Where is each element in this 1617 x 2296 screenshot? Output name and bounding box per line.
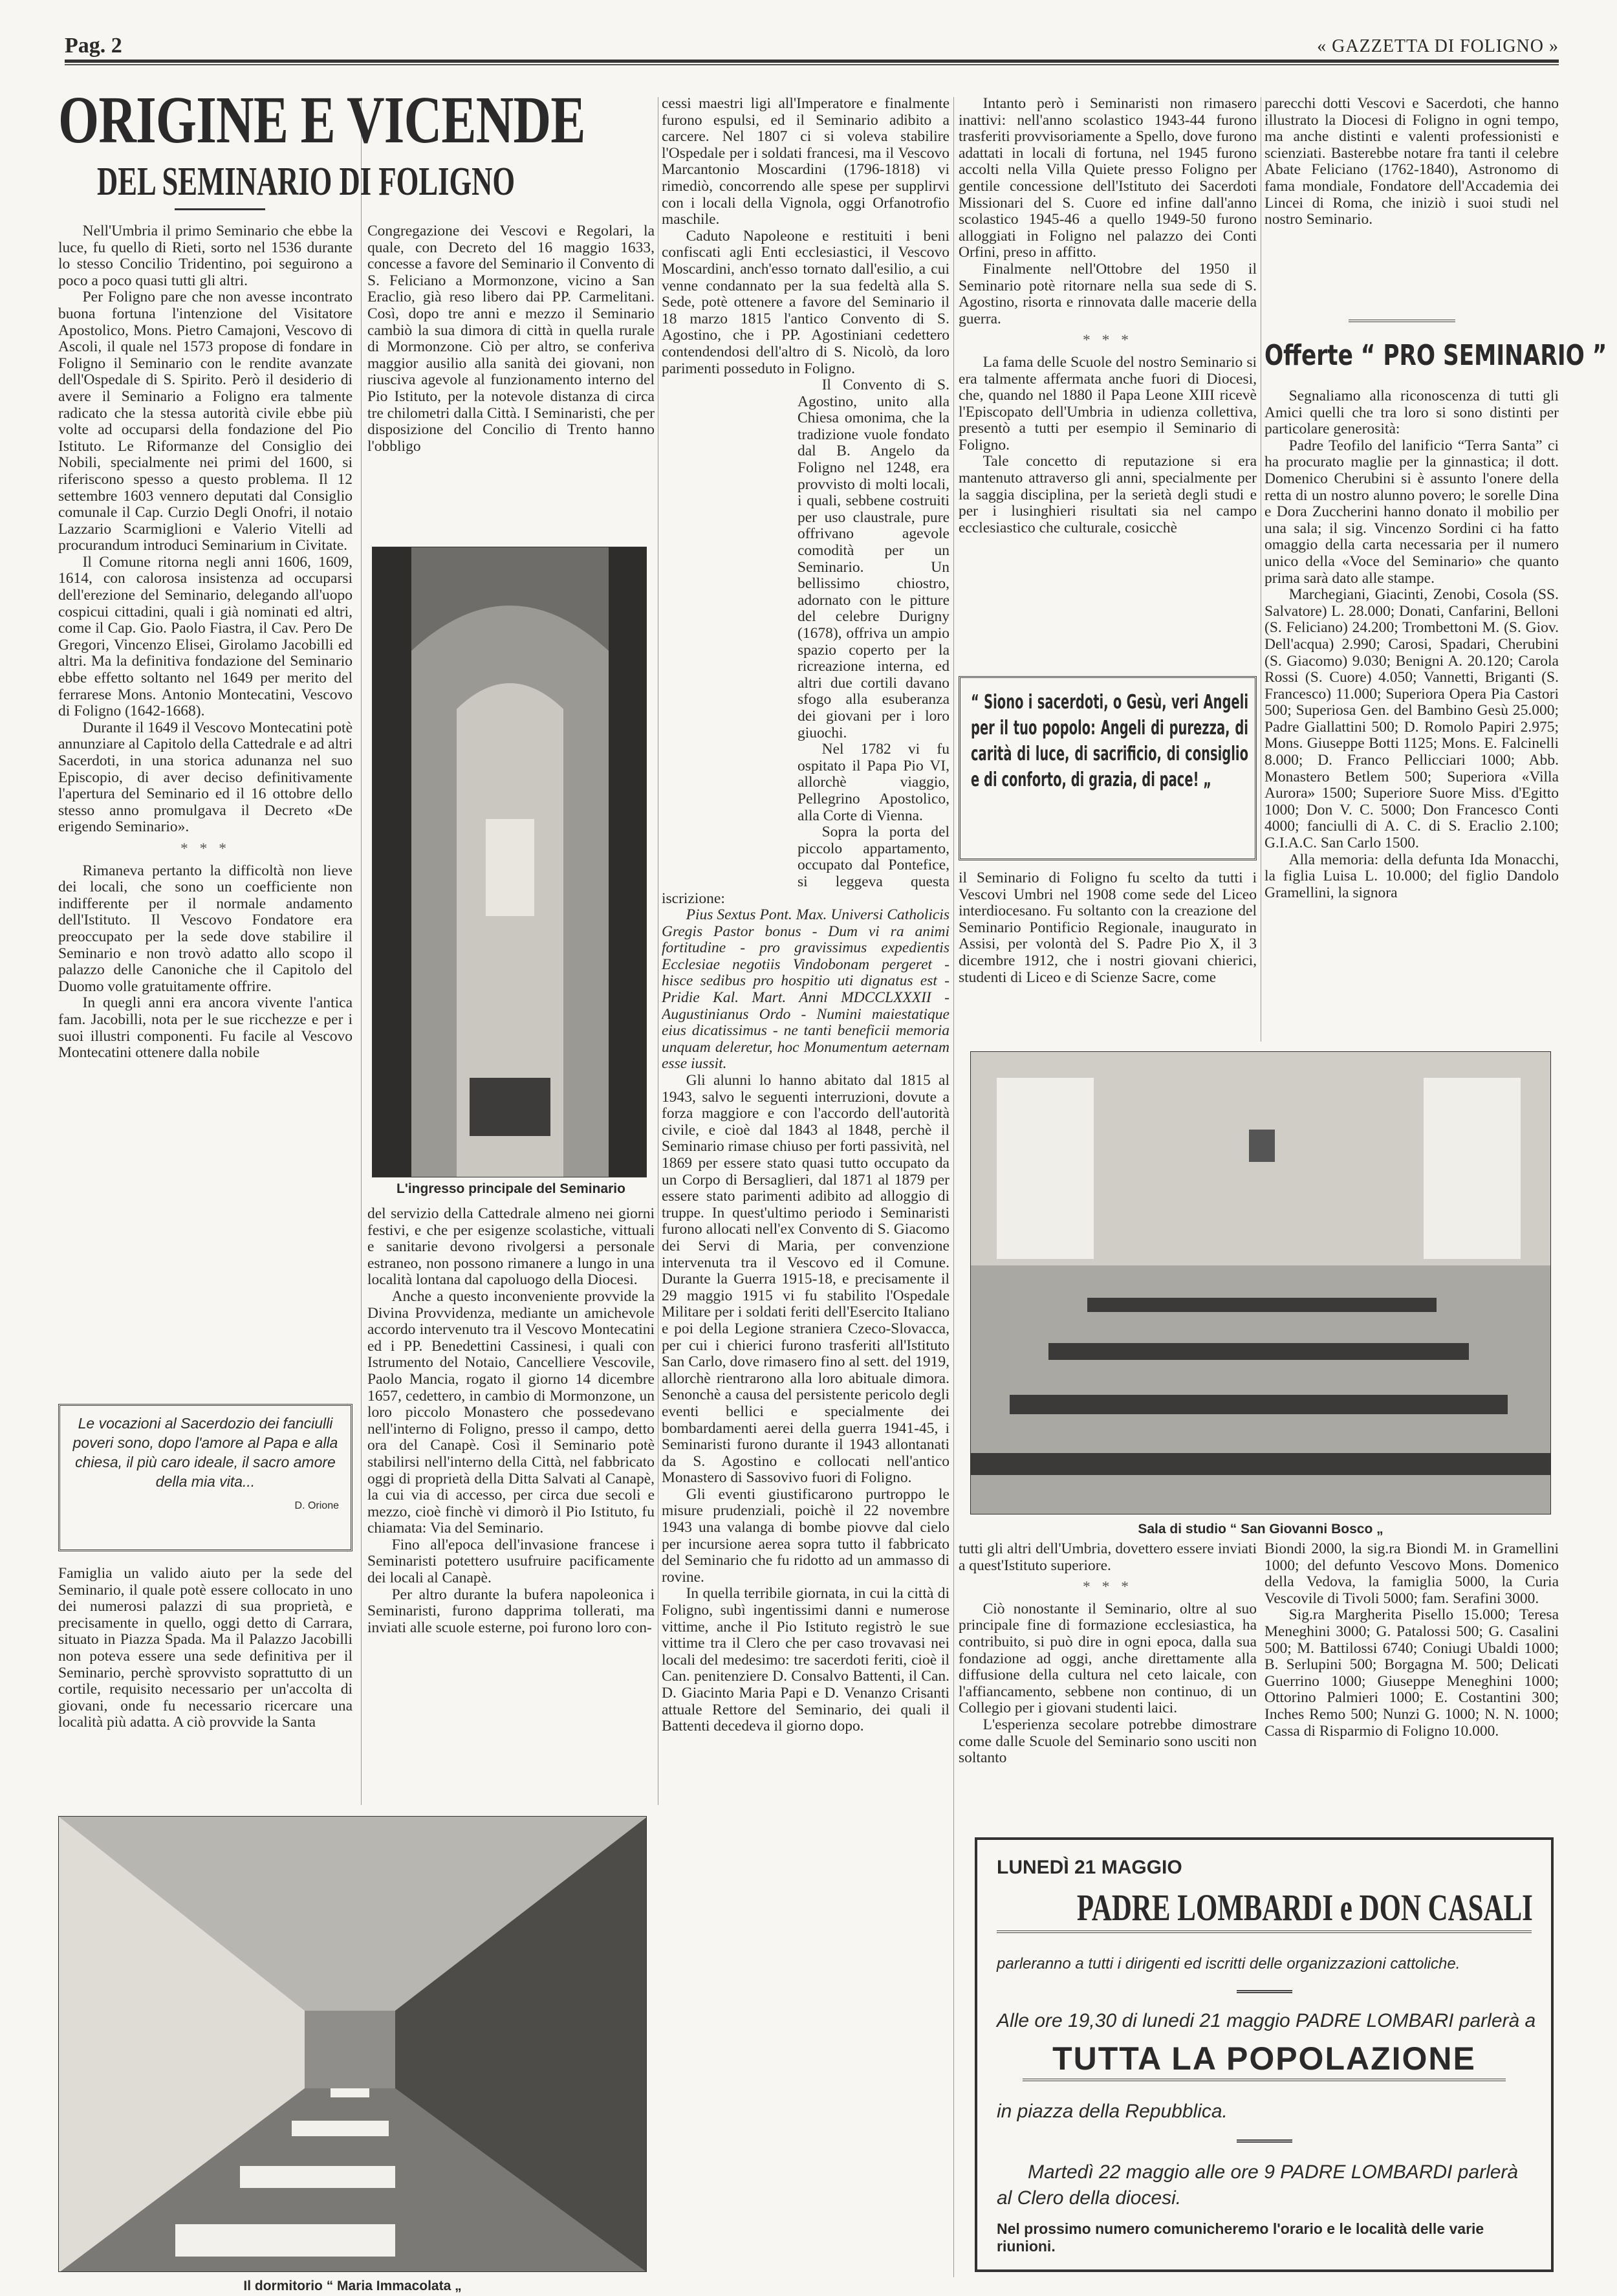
announcement-speakers: PADRE LOMBARDI e DON CASALI	[1076, 1886, 1533, 1929]
paragraph: Alla memoria: della defunta Ida Monacchi, la figlia Luisa L. 10.000; del figlio Dandolo Gramellini, la signora	[1264, 851, 1559, 901]
title-rule	[175, 208, 265, 210]
divider	[1237, 1990, 1292, 1993]
photo-entrance	[372, 547, 647, 1177]
photo-study-hall	[970, 1051, 1551, 1514]
paragraph: Congregazione dei Vescovi e Regolari, la quale, con Decreto del 16 maggio 1633, concesse a favore del Seminario il Convento di S. Feliciano a Mormonzone, vicino a San Eraclio, già reso libero dai PP. Carmelitani. Così, dopo tre anni e mezzo il Seminario cambiò la sua dimora di città in quella rurale di Mormonzone. Ciò per altro, se conferiva maggior ausilio alla sanità dei giovani, non riusciva agevole al funzionamento interno del Pio Istituto, per la notevole distanza di circa tre chilometri dalla Città. I Seminaristi, che per disposizione del Concilio di Trento hanno l'obbligo	[367, 223, 655, 455]
column-5	[1264, 96, 1559, 298]
paragraph: parecchi dotti Vescovi e Sacerdoti, che hanno illustrato la Diocesi di Foligno in ogni tempo, ma anche distinti e valenti professionisti e scienziati. Basterebbe notare fra tanti il celebre Abate Feliciano (1762-1840), Astronomo di fama mondiale, Fondatore dell'Accademia dei Lincei di Roma, che iniziò i suoi studi nel nostro Seminario.	[1264, 96, 1559, 228]
photo-caption: Sala di studio “ San Giovanni Bosco „	[1138, 1522, 1384, 1536]
paragraph: Sig.ra Margherita Pisello 15.000; Teresa Meneghini 3000; G. Patalossi 500; G. Casalini 500; M. Battilossi 6740; Coniugi Ubaldi 1000; B. Serlupini 500; Borgagna M. 500; Delicati Guerrino 1000; Giuseppe Meneghini 1000; Ottorino Palmieri 1000; E. Costantini 300; Inches Remo 500; Nunzi G. 1000; N. N. 1000; Cassa di Risparmio di Foligno 10.000.	[1264, 1606, 1559, 1740]
column-5-bottom	[1264, 1541, 1559, 1826]
announcement-text: in piazza della Repubblica.	[997, 2101, 1228, 2122]
photo-dormitory	[58, 1816, 647, 2272]
paragraph: In quella terribile giornata, in cui la città di Foligno, subì ingentissimi danni e numerose vittime, anche il Pio Istituto registrò le sue vittime tra il Clero che per caso trovavasi nei locali del medesimo: tre sacerdoti feriti, cioè il Can. penitenziere D. Consalvo Battenti, il Can. D. Giacinto Maria Papi e D. Venanzo Crisanti attuale Rettore del Seminario, dei quali il Battenti decedeva il giorno dopo.	[662, 1585, 950, 1735]
announcement-footnote: Nel prossimo numero comunicheremo l'orario e le località delle varie riunioni.	[997, 2220, 1484, 2255]
paragraph: del servizio della Cattedrale almeno nei giorni festivi, e che per esigenze scolastiche, vittuali e sanitarie devono rivolgersi a personale estraneo, non possono rimanere a lungo in una località lontana dal capoluogo della Diocesi.	[367, 1206, 655, 1289]
separator: * * *	[1083, 1579, 1133, 1596]
column-4	[959, 96, 1257, 673]
page-number: Pag. 2	[65, 34, 122, 58]
paragraph: Durante il 1649 il Vescovo Montecatini potè annunziare al Capitolo della Cattedrale e ad altri Sacerdoti, in una storica adunanza nel suo Episcopio, di aver deciso definitivamente l'apertura del Seminario ed il 16 ottobre dello stesso anno promulgava il Decreto «De erigendo Seminario».	[58, 719, 353, 836]
column-2-continued	[367, 1206, 655, 1804]
paragraph: Famiglia un valido aiuto per la sede del Seminario, il quale potè essere collocato in uno dei numerosi palazzi di sua proprietà, e precisamente in quello, oggi detto di Carrara, situato in Piazza Spada. Ma il Palazzo Jacobilli non poteva essere una sede definitiva per il Seminario, perchè sprovvisto soprattutto di un cortile, requisito necessario per un'accolta di giovani, onde fu necessario ricercare una località più adatta. A ciò provvide la Santa	[58, 1566, 353, 1731]
paragraph: Nel 1782 vi fu ospitato il Papa Pio VI, allorchè viaggio, Pellegrino Apostolico, alla Corte di Vienna.	[798, 741, 950, 824]
paragraph: Per altro durante la bufera napoleonica i Seminaristi, furono dapprima tollerati, ma inviati alle scuole esterne, poi furono loro con-	[367, 1586, 655, 1636]
announcement-date: LUNEDÌ 21 MAGGIO	[997, 1857, 1182, 1878]
offerte-heading: Offerte “ PRO SEMINARIO ”	[1264, 339, 1607, 372]
separator: * * *	[180, 840, 230, 857]
quote-text: Le vocazioni al Sacerdozio dei fanciulli poveri sono, dopo l'amore al Papa e alla chiesa, il più caro ideale, il sacro amore della mia vita...	[72, 1415, 338, 1490]
paragraph: Nell'Umbria il primo Seminario che ebbe la luce, fu quello di Rieti, sorto nel 1536 durante lo stesso Concilio Tridentino, poi seguirono a poco a poco quasi tutti gli altri.	[58, 223, 353, 289]
corridor-image	[373, 547, 647, 1177]
photo-caption: L'ingresso principale del Seminario	[396, 1181, 625, 1196]
sacerdoti-quote-box	[959, 676, 1257, 860]
paragraph: L'esperienza secolare potrebbe dimostrare come dalle Scuole del Seminario sono usciti non soltanto	[959, 1716, 1257, 1767]
photo-caption: Il dormitorio “ Maria Immacolata „	[243, 2279, 462, 2293]
paragraph: Ciò nonostante il Seminario, oltre al suo principale fine di formazione ecclesiastica, ha contribuito, si può dire in ogni epoca, dalla sua fondazione ad oggi, anche direttamente alla diffusione della cultura nel ceto laicale, con l'affiancamento, sebbene non continuo, di un Collegio per i giovani studenti laici.	[959, 1600, 1257, 1717]
article-title: ORIGINE E VICENDE	[58, 83, 585, 157]
paragraph: Il Comune ritorna negli anni 1606, 1609, 1614, con calorosa insistenza ad occuparsi dell'erezione del Seminario, delegando all'uopo cospicui cittadini, quali i già nominati ed altri, come il Cap. Gio. Paolo Fiastra, il Cav. Pero De Gregori, Vincenzo Elisei, Girolamo Jacobilli ed altri. Ma la definitiva fondazione del Seminario ebbe effetto soltanto nel 1649 per merito del ferrarese Mons. Antonio Montecatini, Vescovo di Foligno (1642-1668).	[58, 553, 353, 720]
announcement-headline: TUTTA LA POPOLAZIONE	[1023, 2040, 1506, 2081]
quote-text: “ Siono i sacerdoti, o Gesù, veri Angeli per il tuo popolo: Angeli di purezza, di carità di luce, di sacrificio, di consiglio e di conforto, di grazia, di pace! „	[971, 691, 1248, 791]
paragraph: Gli eventi giustificarono purtroppo le misure prudenziali, poichè il 22 novembre 1943 una valanga di bombe piovve dal cielo per incursione aerea sopra tutto il fabbricato del Seminario che fu ridotto ad un ammasso di rovine.	[662, 1485, 950, 1586]
paragraph: Marchegiani, Giacinti, Zenobi, Cosola (SS. Salvatore) L. 28.000; Donati, Canfarini, Belloni (S. Feliciano) 24.200; Trombettoni M. (S. Giov. Dell'acqua) 2.990; Carosi, Spadari, Cherubini (S. Giacomo) 9.030; Benigni A. 20.120; Carola Rossi (S. Cuore) 4.050; Vannetti, Briganti (S. Francesco) 11.000; Superiora Opera Pia Castori 500; Superiosa Gen. del Bambino Gesù 25.000; Padre Giallattini 500; D. Romolo Papiri 2.975; Mons. Giuseppe Botti 1125; Mons. E. Falcinelli 8.000; D. Franco Pellicciari 1000; Abb. Monastero Betlem 500; Superiora «Villa Aurora» 1500; Superiore Suore Miss. d'Egitto 1000; Don V. C. 5000; Don Francesco Conti 4000; fanciulli di A. C. di S. Eraclio 2.100; G.I.A.C. San Carlo 1500.	[1264, 586, 1559, 852]
paragraph: cessi maestri ligi all'Imperatore e finalmente furono espulsi, ed il Seminario adibito a carcere. Nel 1807 ci si voleva stabilire l'Ospedale per i soldati francesi, ma il Vescovo Marcantonio Moscardini (1796-1818) vi rimediò, concorrendo alle spese per supplirvi con i locali della Vignola, oggi Orfanotrofio maschile.	[662, 96, 950, 228]
announcement-speakers-line	[997, 1885, 1532, 1933]
paragraph: Padre Teofilo del lanificio “Terra Santa” ci ha procurato maglie per la ginnastica; il dott. Domenico Cherubini si è assunto l'onere della retta di un nostro alunno povero; le sorelle Dina e Dora Zuccherini hanno donato il mobilio per una sala; il sig. Vincenzo Sordini ci ha fatto omaggio della carta necessaria per il numero unico della «Voce del Seminario» che quanto prima sarà dato alle stampe.	[1264, 437, 1559, 587]
paragraph: Anche a questo inconveniente provvide la Divina Provvidenza, mediante un amichevole accordo intervenuto tra il Vescovo Montecatini ed i PP. Benedettini Cassinesi, i quali con Istrumento del Notaio, Cancelliere Vescovile, Paolo Mancia, rogato il giorno 14 dicembre 1657, cedettero, in cambio di Mormonzone, un loro piccolo Monastero che possedevano nell'interno di Foligno, presso il campo, detto ora del Canapè. Così il Seminario potè stabilirsi nell'interno della Città, nel fabbricato oggi di proprietà della Ditta Salvati al Canapè, la cui via di accesso, per circa due secoli e mezzo, cioè finchè vi dimorò il Pio Istituto, fu chiamata: Via del Seminario.	[367, 1287, 655, 1537]
column-2	[367, 223, 655, 543]
dormitory-image	[59, 1817, 647, 2272]
column-4-continued	[959, 870, 1257, 1044]
separator: * * *	[1083, 332, 1133, 349]
column-rule	[361, 97, 362, 1805]
paragraph: In quegli anni era ancora vivente l'antica fam. Jacobilli, nota per le sue ricchezze e per i suoi illustri componenti. Fu facile al Vescovo Montecatini ottenere dalla nobile	[58, 994, 353, 1062]
announcement-text: Martedì 22 maggio alle ore 9 PADRE LOMBARDI parlerà al Clero della diocesi.	[997, 2161, 1519, 2209]
paragraph: Gli alunni lo hanno abitato dal 1815 al 1943, salvo le seguenti interruzioni, dovute a forza maggiore e con l'accordo dell'autorità civile, e cioè dal 1843 al 1848, perchè il Seminario rimase chiuso per forti passività, nel 1869 per essere stato quasi tutto occupato da un Corpo di Bersaglieri, dal 1871 al 1879 per essere stato parimenti adibito ad alloggio di truppe. In quest'ultimo periodo i Seminaristi furono allocati nell'ex Convento di S. Giacomo dei Servi di Maria, per convenzione intervenuta tra il Vescovo ed il Comune. Durante la Guerra 1915-18, e precisamente il 29 maggio 1915 vi fu stabilito l'Ospedale Militare per i soldati feriti dell'Esercito Italiano e poi della Legione straniera Czeco-Slovacca, per cui i chierici furono trasferiti all'Istituto San Carlo, dove rimasero fino al sett. del 1919, allorchè rientrarono alla loro abituale dimora. Senonchè a causa del persistente pericolo degli eventi bellici e specialmente dei bombardamenti aerei della guerra 1941-45, i Seminaristi furono durante il 1943 allontanati da S. Agostino e collocati nell'antico Monastero di Sassovivo fuori di Foligno.	[662, 1072, 950, 1487]
divider	[1237, 2139, 1292, 2143]
paragraph: Tale concetto di reputazione si era mantenuto attraverso gli anni, specialmente per la saggia disciplina, per la serietà degli studi e per i lusinghieri risultati sia nel campo ecclesiastico che culturale, cosicchè	[959, 453, 1257, 536]
paragraph: Sopra la porta del piccolo appartamento, occupato dal Pontefice, si leggeva questa iscrizione:	[662, 824, 950, 907]
article-subtitle: DEL SEMINARIO DI FOLIGNO	[97, 160, 515, 204]
paragraph: Segnaliamo alla riconoscenza di tutti gli Amici quelli che tra loro si sono distinti per particolare generosità:	[1264, 388, 1559, 438]
paragraph: Per Foligno pare che non avesse incontrato buona fortuna l'intenzione del Visitatore Apostolico, Mons. Pietro Camajoni, Vescovo di Ascoli, il quale nel 1573 propose di fondare in Foligno il Seminario con le rendite avanzate dell'Ospedale di S. Spirito. Però il desiderio di avere il Seminario a Foligno era talmente radicato che la stessa autorità civile ebbe più volte ad occuparsi della fondazione del Pio Istituto. Le Riformanze del Consiglio dei Nobili, specialmente nei primi del 1600, si riferiscono spesso a questo problema. Il 12 settembre 1603 vennero deputati dal Consiglio comunale il Cap. Curzio Degli Onofri, il notaio Lazzario Scarmiglioni e Valerio Vitelli ad procurandum introduci Seminarium in Civitate.	[58, 289, 353, 554]
announcement-text: Alle ore 19,30 di lunedi 21 maggio PADRE LOMBARI parlerà a	[997, 2010, 1536, 2031]
column-3	[662, 96, 950, 2277]
paragraph: La fama delle Scuole del nostro Seminario si era talmente affermata anche fuori di Diocesi, che, quando nel 1880 il Papa Leone XIII ricevè l'Episcopato dell'Umbria in udienza collettiva, presentò a tutti per esempio il Seminario di Foligno.	[959, 353, 1257, 454]
paragraph: Il Convento di S. Agostino, unito alla Chiesa omonima, che la tradizione vuole fondato dal B. Angelo da Foligno nel 1248, era provvisto di molti locali, i quali, sebbene costruiti per uso claustrale, pure offrivano agevole comodità per un Seminario. Un bellissimo chiostro, adornato con le pitture del celebre Durigny (1678), offriva un ampio spazio coperto per la ricreazione interna, ed altri due cortili davano sfogo alla esuberanza dei giovani per i loro giuochi.	[798, 377, 950, 741]
classroom-image	[971, 1052, 1551, 1514]
quote-signature: D. Orione	[294, 1500, 339, 1511]
column-1	[58, 223, 353, 1399]
column-rule	[953, 97, 954, 2277]
inscription: Pius Sextus Pont. Max. Universi Catholicis Gregis Pastor bonus - Dum vi ra animi fortitudine - pro gravissimus expedientis Ecclesiae negotiis Vindobonam pergeret - hisce sedibus pro hospitio uti dignatus est - Pridie Kal. Mart. Anni MDCCLXXXII - Augustinianus Ordo - Numini maiestatique eius dicatissimus - ne tanti beneficii memoria unquam deleretur, hoc Monumentum aeternam esse iussit.	[662, 906, 950, 1073]
offerte-list	[1264, 388, 1559, 1043]
vocazioni-quote-box	[58, 1404, 353, 1551]
paragraph: il Seminario di Foligno fu scelto da tutti i Vescovi Umbri nel 1908 come sede del Liceo interdiocesano. Fu soltanto con la creazione del Seminario Pontificio Regionale, inaugurato in Assisi, per volontà del S. Padre Pio X, il 3 dicembre 1912, che i nostri giovani chierici, studenti di Liceo e di Scienze Sacre, come	[959, 870, 1257, 986]
paragraph: Fino all'epoca dell'invasione francese i Seminaristi potettero usufruire pacificamente dei locali al Canapè.	[367, 1536, 655, 1587]
announcement-text: parleranno a tutti i dirigenti ed iscritti delle organizzazioni cattoliche.	[997, 1955, 1460, 1973]
announcement-box	[975, 1837, 1554, 2272]
paragraph: Biondi 2000, la sig.ra Biondi M. in Gramellini 1000; del defunto Vescovo Mons. Domenico della Vedova, la famiglia 5000, la Curia Vescovile di Tivoli 5000; fam. Serafini 3000.	[1264, 1541, 1559, 1607]
paragraph: Rimaneva pertanto la difficoltà non lieve dei locali, che sono un coefficiente non indifferente per il normale andamento dell'Istituto. Il Vescovo Fondatore era preoccupato per la sede dove stabilire il Seminario e non trovò adatto allo scopo il palazzo delle Canoniche che il Capitolo del Duomo volle gratuitamente offrire.	[58, 862, 353, 995]
paragraph: Intanto però i Seminaristi non rimasero inattivi: nell'anno scolastico 1943-44 furono trasferiti provvisoriamente a Spello, dove furono adattati in locali di fortuna, nel 1945 furono accolti nella Villa Quiete presso Foligno per gentile concessione dell'Istituto dei Sacerdoti Missionari del S. Cuore ed infine dall'anno scolastico 1945-46 a quello 1949-50 furono alloggiati in Foligno nel palazzo dei Conti Orfini, preso in affitto.	[959, 96, 1257, 261]
paragraph: tutti gli altri dell'Umbria, dovettero essere inviati a quest'Istituto superiore.	[959, 1541, 1257, 1574]
column-1-continued	[58, 1566, 353, 1806]
paragraph: Finalmente nell'Ottobre del 1950 il Seminario potè ritornare nella sua sede di S. Agostino, risorta e rinnovata dalle macerie della guerra.	[959, 260, 1257, 327]
section-rule	[1349, 320, 1455, 322]
paragraph: Caduto Napoleone e restituiti i beni confiscati agli Enti ecclesiastici, il Vescovo Moscardini, anch'esso tornato dall'esilio, a cui venne condannato per la sua fedeltà alla S. Sede, potè ottenere a favore del Seminario il 18 marzo 1815 l'antico Convento di S. Agostino, che i PP. Agostiniani cedettero contendendosi dell'altro di S. Nicolò, da loro parimenti posseduto in Foligno.	[662, 227, 950, 377]
header-rule	[65, 60, 1559, 65]
newspaper-name: « GAZZETTA DI FOLIGNO »	[1317, 36, 1559, 56]
column-4-bottom	[959, 1541, 1257, 1826]
watermark-space	[662, 377, 798, 888]
